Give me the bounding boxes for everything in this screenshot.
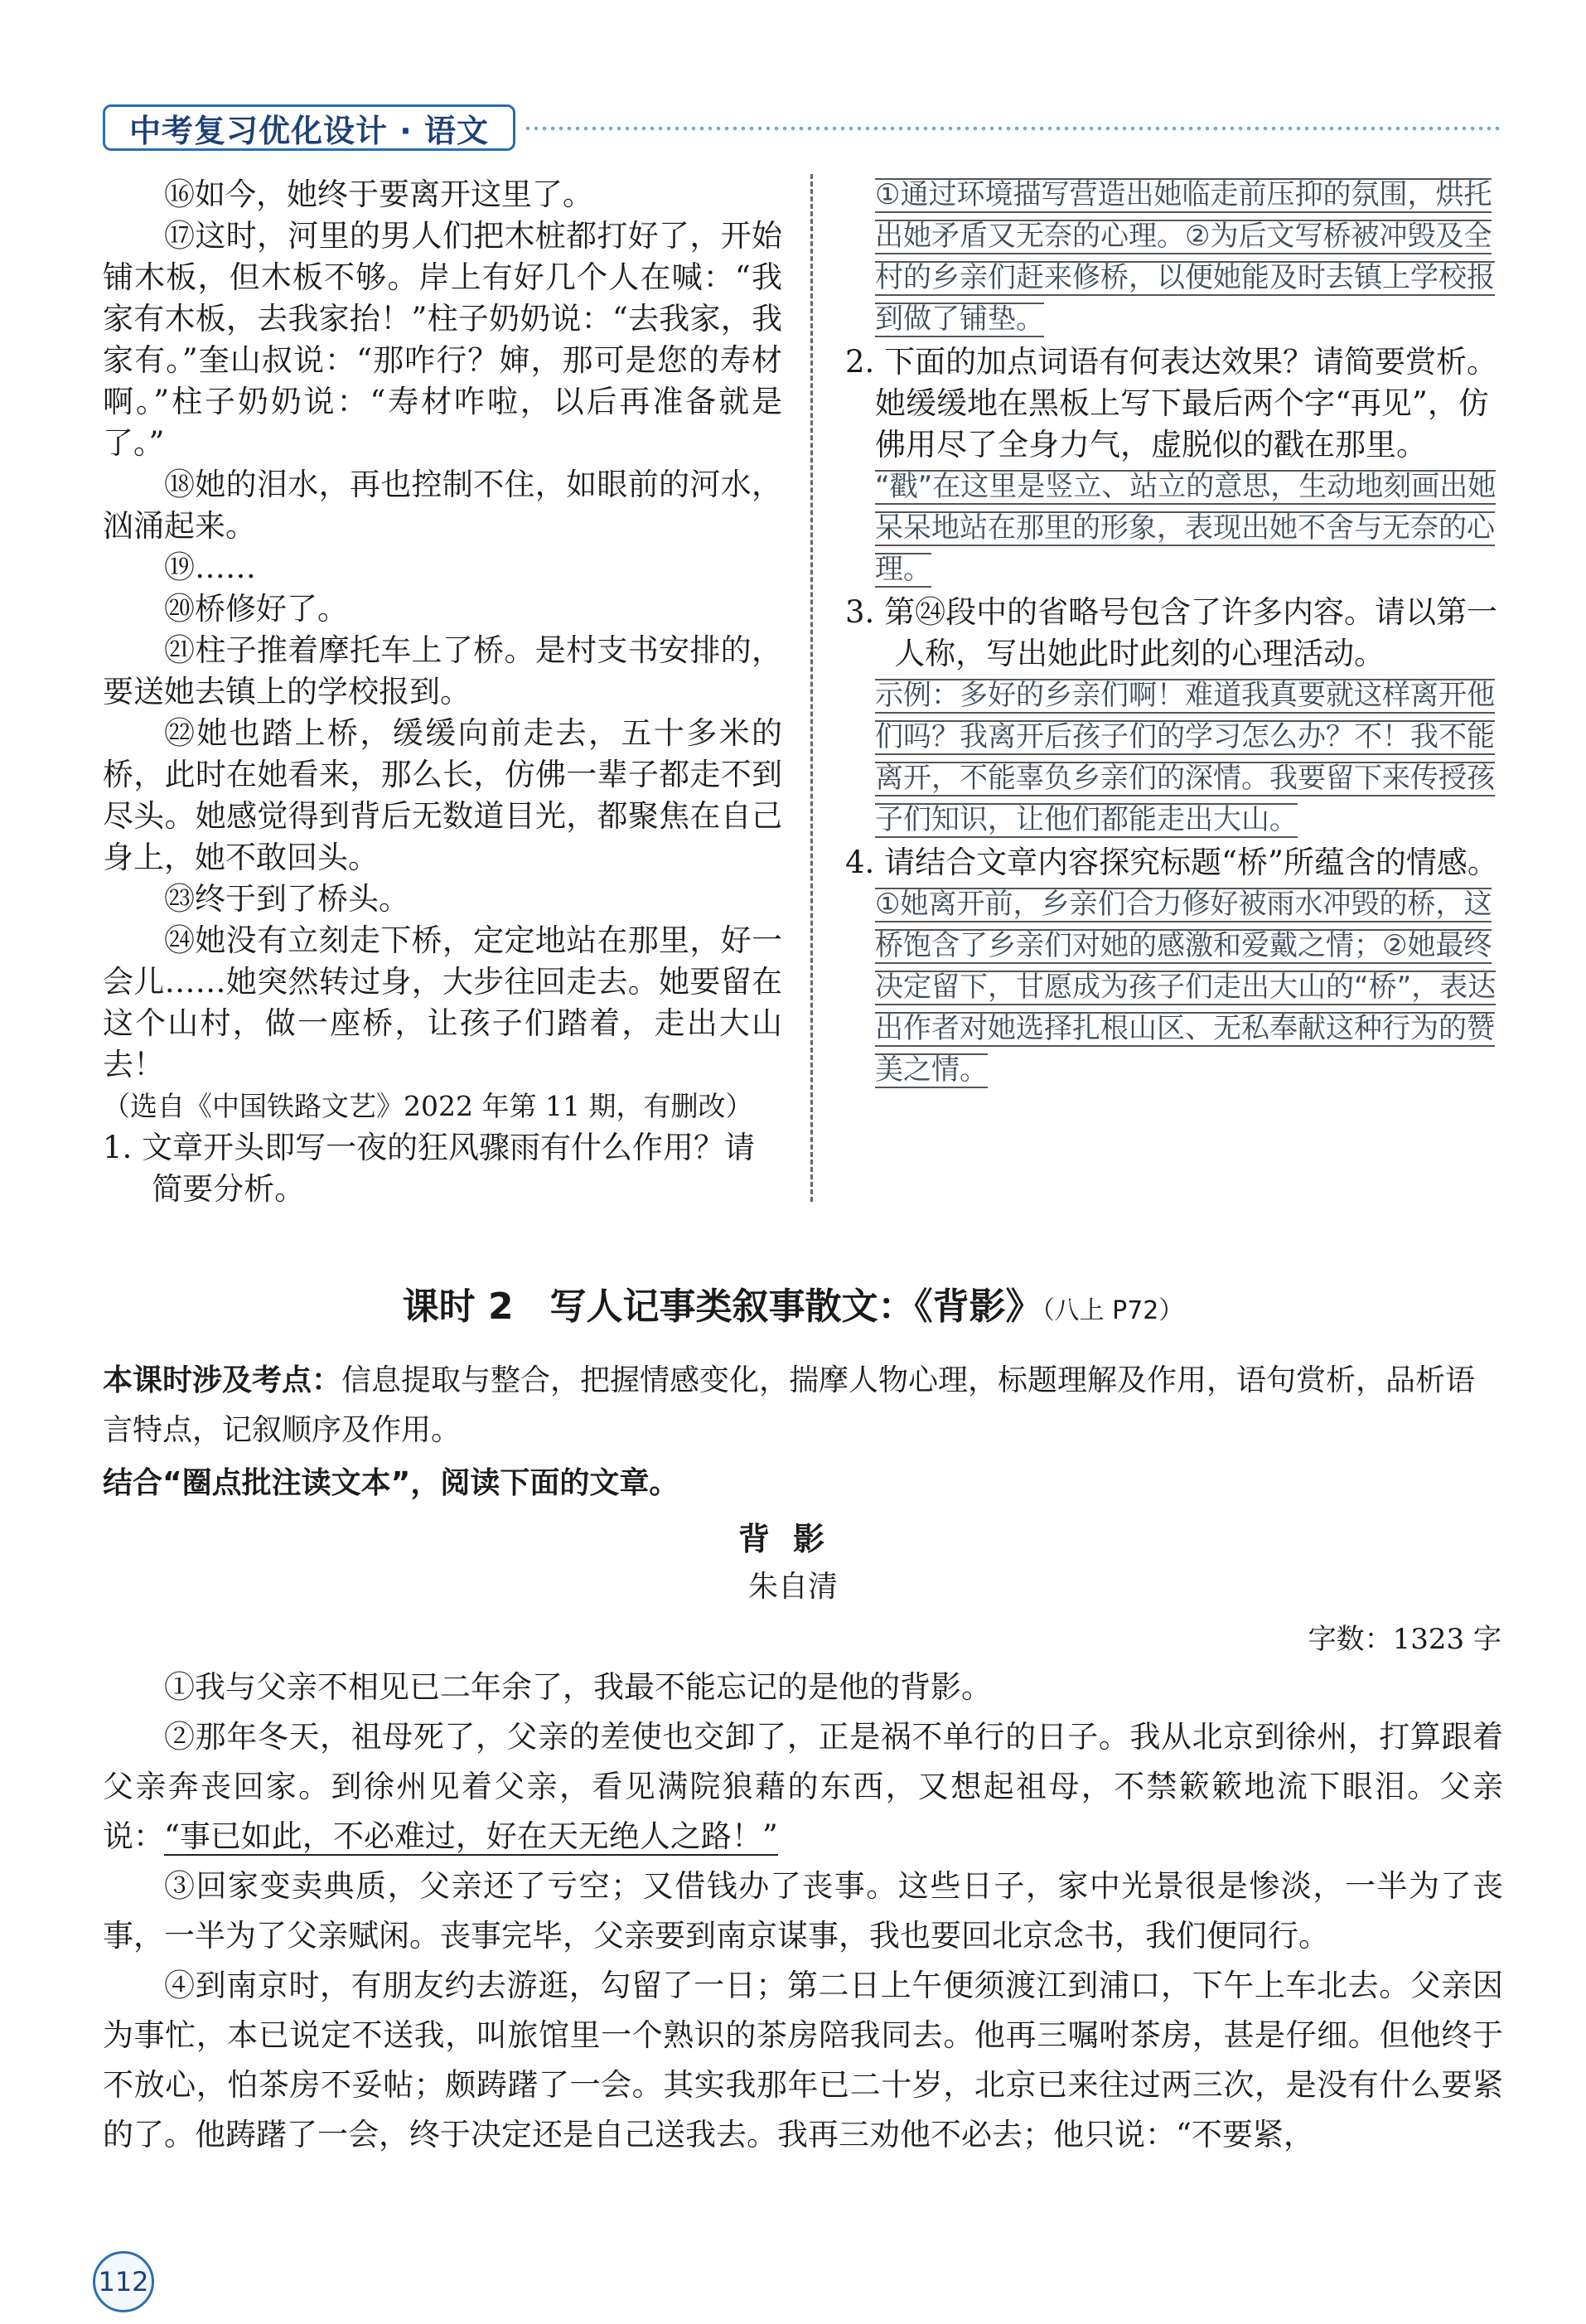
lesson-title-sub: （八上 P72）: [1042, 1296, 1184, 1325]
article-body: [103, 1663, 1503, 2160]
reading-instruction: 结合“圈点批注读文本”，阅读下面的文章。: [103, 1466, 679, 1500]
lesson-title: [0, 1276, 1586, 1329]
word-count: 字数：1323 字: [1308, 1623, 1501, 1656]
question-2: 2. 下面的加点词语有何表达效果？请简要赏析。: [845, 344, 1498, 380]
answer-4: [845, 884, 1508, 1091]
header-dotted-rule: [524, 126, 1501, 131]
paragraph-21: ㉑柱子推着摩托车上了桥。是村支书安排的，要送她去镇上的学校报到。: [103, 632, 782, 709]
right-column: [845, 174, 1508, 1092]
paragraph-19: ⑲……: [164, 550, 256, 585]
paragraph-20: ⑳桥修好了。: [164, 591, 348, 627]
paragraph-24: ㉔她没有立刻走下桥，定定地站在那里，好一会儿……她突然转过身，大步往回走去。她要留在这个山村，做一座桥，让孩子们踏着，走出大山去！: [103, 922, 782, 1082]
answer-2: [845, 466, 1508, 590]
article-paragraph-4: ④到南京时，有朋友约去游逛，勾留了一日；第二日上午便须渡江到浦口，下午上车北去。父亲因为事忙，本已说定不送我，叫旅馆里一个熟识的茶房陪我同去。他再三嘱咐茶房，甚是仔细。但他终于不放心，怕茶房不妥帖；颇踌躇了一会。其实我那年已二十岁，北京已来往过两三次，是没有什么要紧的了。他踌躇了一会，终于决定还是自己送我去。我再三劝他不必去；他只说：“不要紧，: [103, 1968, 1503, 2152]
question-1: 1. 文章开头即写一夜的狂风骤雨有什么作用？请简要分析。: [103, 1130, 756, 1207]
article-paragraph-1: ①我与父亲不相见已二年余了，我最不能忘记的是他的背影。: [164, 1669, 992, 1705]
paragraph-22: ㉒她也踏上桥，缓缓向前走去，五十多米的桥，此时在她看来，那么长，仿佛一辈子都走不到尽头。她感觉得到背后无数道目光，都聚焦在自己身上，她不敢回头。: [103, 715, 782, 875]
question-2-sentence: 她缓缓地在黑板上写下最后两个字“再见”，仿佛用尽了全身力气，虚脱似的戳在那里。: [875, 385, 1489, 462]
question-4: 4. 请结合文章内容探究标题“桥”所蕴含的情感。: [845, 845, 1498, 880]
paragraph-16: ⑯如今，她终于要离开这里了。: [164, 177, 593, 212]
question-3: 3. 第㉔段中的省略号包含了许多内容。请以第一人称，写出她此时此刻的心理活动。: [845, 594, 1498, 671]
column-divider: [810, 174, 813, 1202]
page-number: 112: [93, 2251, 154, 2312]
paragraph-23: ㉓终于到了桥头。: [164, 881, 409, 917]
article-title: 背影: [737, 1521, 848, 1557]
source-citation: （选自《中国铁路文艺》2022 年第 11 期，有删改）: [103, 1090, 753, 1122]
answer-2-text: “戳”在这里是竖立、站立的意思，生动地刻画出她呆呆地站在那里的形象，表现出她不舍与无奈的心理。: [875, 470, 1497, 586]
paragraph-17: ⑰这时，河里的男人们把木桩都打好了，开始铺木板，但木板不够。岸上有好几个人在喊：“我家有木板，去我家抬！”柱子奶奶说：“去我家，我家有。”奎山叔说：“那咋行？婶，那可是您的寿材啊。”柱子奶奶说：“寿材咋啦，以后再准备就是了。”: [103, 218, 782, 461]
header-title: 中考复习优化设计 · 语文: [103, 104, 515, 151]
lesson-title-main: 课时 2 写人记事类叙事散文：《背影》: [402, 1285, 1042, 1328]
answer-3: [845, 675, 1508, 840]
paragraph-18: ⑱她的泪水，再也控制不住，如眼前的河水，汹涌起来。: [103, 467, 782, 544]
answer-4-text: ①她离开前，乡亲们合力修好被雨水冲毁的桥，这桥饱含了乡亲们对她的感激和爱戴之情；②她最终决定留下，甘愿成为孩子们走出大山的“桥”，表达出作者对她选择扎根山区、无私奉献这种行为的赞美之情。: [875, 888, 1497, 1087]
article-author: 朱自清: [747, 1570, 838, 1604]
left-column: [103, 174, 782, 1210]
article-paragraph-2: [103, 1712, 1503, 1862]
exam-points: [103, 1356, 1503, 1455]
article-paragraph-3: ③回家变卖典质，父亲还了亏空；又借钱办了丧事。这些日子，家中光景很是惨淡，一半为了丧事，一半为了父亲赋闲。丧事完毕，父亲要到南京谋事，我也要回北京念书，我们便同行。: [103, 1868, 1503, 1954]
answer-3-text: 示例：多好的乡亲们啊！难道我真要就这样离开他们吗？我离开后孩子们的学习怎么办？不！我不能离开，不能辜负乡亲们的深情。我要留下来传授孩子们知识，让他们都能走出大山。: [875, 679, 1495, 836]
article-paragraph-2-text: ②那年冬天，祖母死了，父亲的差使也交卸了，正是祸不单行的日子。我从北京到徐州，打算跟着父亲奔丧回家。到徐州见着父亲，看见满院狼藉的东西，又想起祖母，不禁簌簌地流下眼泪。父亲说：: [103, 1719, 1503, 1854]
father-quote: “事已如此，不必难过，好在天无绝人之路！”: [164, 1818, 778, 1854]
exam-points-text: 信息提取与整合，把握情感变化，揣摩人物心理，标题理解及作用，语句赏析，品析语言特点，记叙顺序及作用。: [103, 1363, 1476, 1447]
exam-points-label: 本课时涉及考点：: [103, 1363, 342, 1397]
answer-1-text: ①通过环境描写营造出她临走前压抑的氛围，烘托出她矛盾又无奈的心理。②为后文写桥被冲毁及全村的乡亲们赶来修桥，以便她能及时去镇上学校报到做了铺垫。: [875, 178, 1495, 336]
answer-1: [845, 174, 1508, 340]
